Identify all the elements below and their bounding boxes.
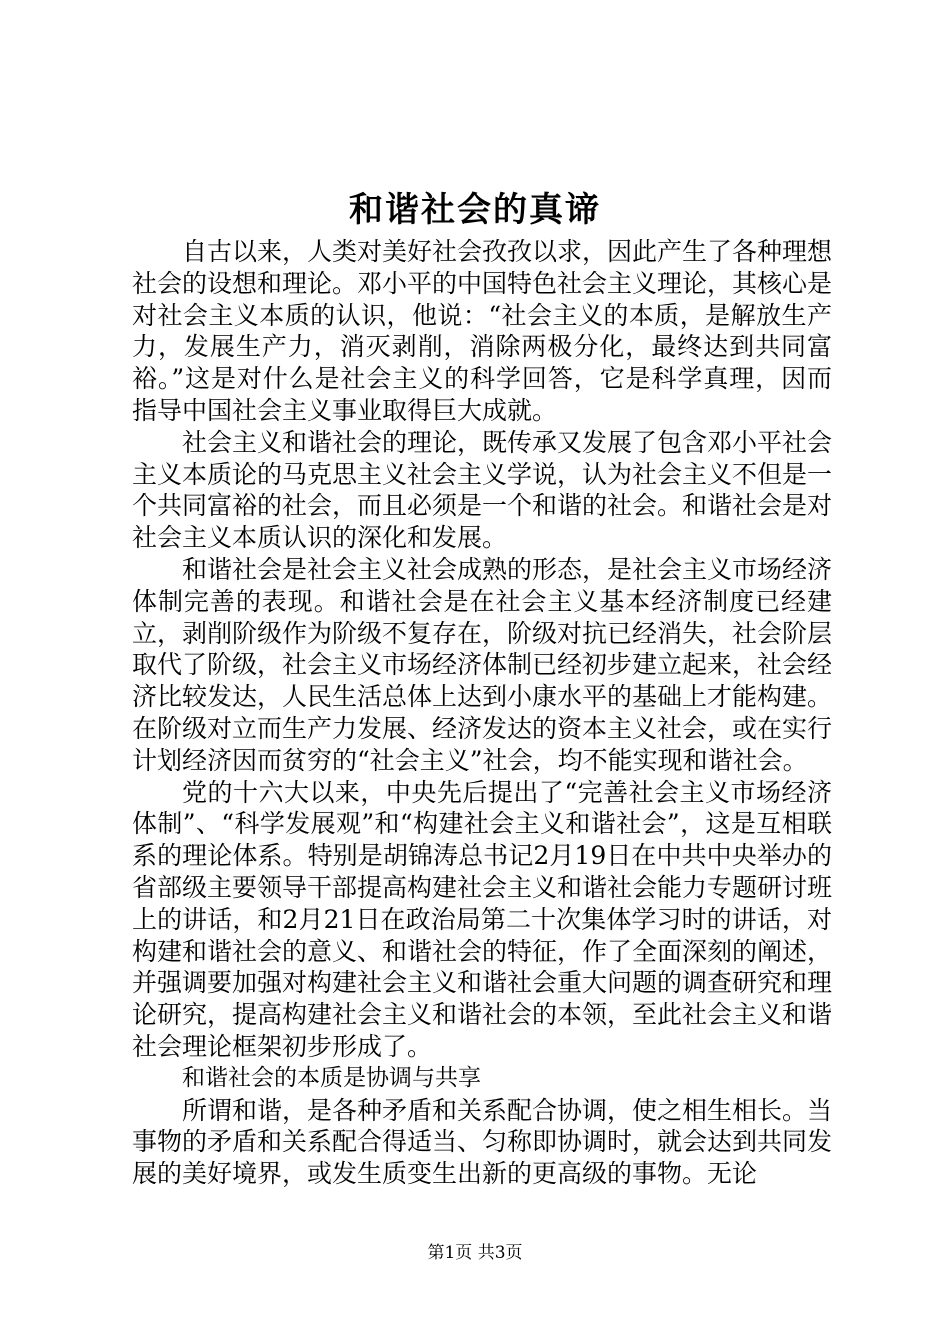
paragraph-2: 社会主义和谐社会的理论，既传承又发展了包含邓小平社会主义本质论的马克思主义社会主义学说，认为社会主义不但是一个共同富裕的社会，而且必须是一个和谐的社会。和谐社会是对社会主义本质认识的深化和发展。 [132,427,833,553]
page-indicator: 第1页 共3页 [427,1243,523,1263]
paragraph-5: 所谓和谐，是各种矛盾和关系配合协调，使之相生相长。当事物的矛盾和关系配合得适当、匀称即协调时，就会达到共同发展的美好境界，或发生质变生出新的更高级的事物。无论 [132,1095,833,1189]
document-title: 和谐社会的真谛 [349,190,601,230]
paragraph-3: 和谐社会是社会主义社会成熟的形态，是社会主义市场经济体制完善的表现。和谐社会是在社会主义基本经济制度已经建立，剥削阶级作为阶级不复存在，阶级对抗已经消失，社会阶层取代了阶级，社会主义市场经济体制已经初步建立起来，社会经济比较发达，人民生活总体上达到小康水平的基础上才能构建。在阶级对立而生产力发展、经济发达的资本主义社会，或在实行计划经济因而贫穷的“社会主义”社会，均不能实现和谐社会。 [132,554,833,775]
document-body [132,236,832,1190]
paragraph-4: 党的十六大以来，中央先后提出了“完善社会主义市场经济体制”、“科学发展观”和“构建社会主义和谐社会”，这是互相联系的理论体系。特别是胡锦涛总书记2月19日在中共中央举办的省部级主要领导干部提高构建社会主义和谐社会能力专题研讨班上的讲话，和2月21日在政治局第二十次集体学习时的讲话，对构建和谐社会的意义、和谐社会的特征，作了全面深刻的阐述，并强调要加强对构建社会主义和谐社会重大问题的调查研究和理论研究，提高构建社会主义和谐社会的本领，至此社会主义和谐社会理论框架初步形成了。 [132,777,833,1061]
section-subheading: 和谐社会的本质是协调与共享 [182,1064,481,1091]
paragraph-1: 自古以来，人类对美好社会孜孜以求，因此产生了各种理想社会的设想和理论。邓小平的中国特色社会主义理论，其核心是对社会主义本质的认识，他说：“社会主义的本质，是解放生产力，发展生产力，消灭剥削，消除两极分化，最终达到共同富裕。”这是对什么是社会主义的科学回答，它是科学真理，因而指导中国社会主义事业取得巨大成就。 [132,237,833,425]
